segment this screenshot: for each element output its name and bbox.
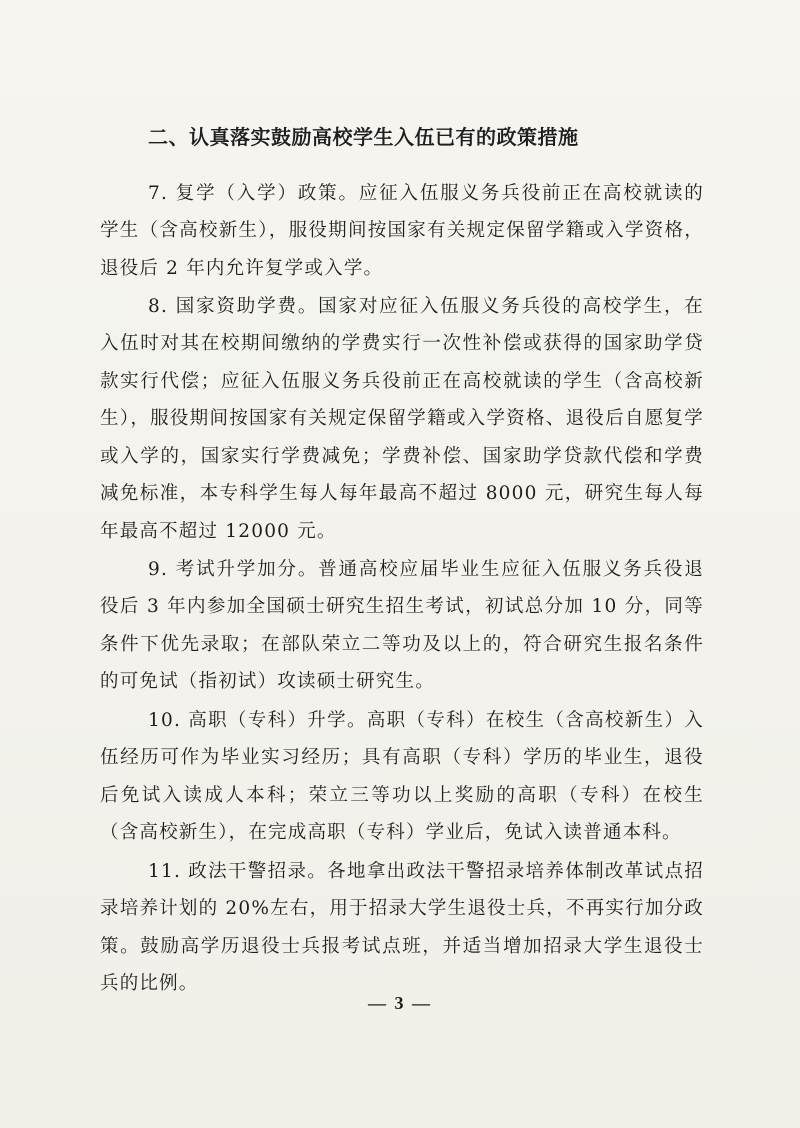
section-heading: 二、认真落实鼓励高校学生入伍已有的政策措施 [148, 125, 579, 149]
paragraph-tuition-aid: 8. 国家资助学费。国家对应征入伍服义务兵役的高校学生，在入伍时对其在校期间缴纳的学费实行一次性补偿或获得的国家助学贷款实行代偿；应征入伍服义务兵役前正在高校就读的学生（含高校新生），服役期间按国家有关规定保留学籍或入学资格、退役后自愿复学或入学的，国家实行学费减免；学费补偿、国家助学贷款代偿和学费减免标准，本专科学生每人每年最高不超过 8000 元，研究生每人每年最高不超过 12000 元。 [100, 295, 704, 543]
paragraph-police-recruitment: 11. 政法干警招录。各地拿出政法干警招录培养体制改革试点招录培养计划的 20%左右，用于招录大学生退役士兵，不再实行加分政策。鼓励高学历退役士兵报考试点班，并适当增加招录大学生退役士兵的比例。 [100, 860, 704, 995]
paragraph-exam-bonus: 9. 考试升学加分。普通高校应届毕业生应征入伍服义务兵役退役后 3 年内参加全国硕士研究生招生考试，初试总分加 10 分，同等条件下优先录取；在部队荣立二等功及以上的，符合研究生报名条件的可免试（指初试）攻读硕士研究生。 [100, 558, 704, 693]
paragraph-vocational-upgrade: 10. 高职（专科）升学。高职（专科）在校生（含高校新生）入伍经历可作为毕业实习经历；具有高职（专科）学历的毕业生，退役后免试入读成人本科；荣立三等功以上奖励的高职（专科）在校生（含高校新生），在完成高职（专科）学业后，免试入读普通本科。 [100, 709, 704, 844]
page-number: — 3 — [368, 993, 432, 1013]
paragraph-resume-study-policy: 7. 复学（入学）政策。应征入伍服义务兵役前正在高校就读的学生（含高校新生），服役期间按国家有关规定保留学籍或入学资格，退役后 2 年内允许复学或入学。 [100, 182, 704, 279]
